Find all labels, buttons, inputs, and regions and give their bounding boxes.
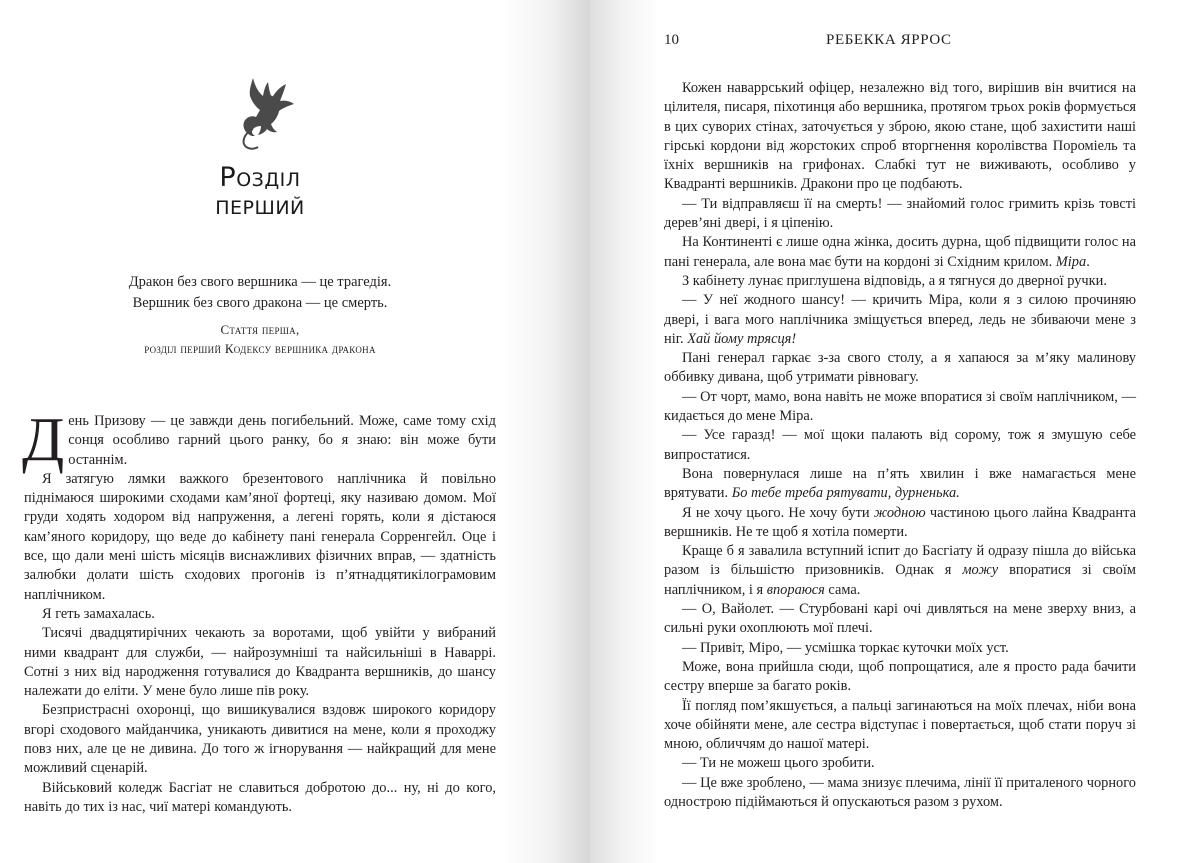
paragraph-text: Я не хочу цього. Не хочу бути: [682, 504, 870, 521]
chapter-title-line1: Розділ: [219, 162, 301, 193]
gutter-shadow: [590, 0, 660, 863]
dragon-icon: [222, 74, 298, 152]
paragraph-text: Краще б я завалила вступний іспит до Басгіату й одразу пішла до війська разом із більшістю призовників. Однак я: [664, 543, 1136, 579]
chapter-title-line2: перший: [215, 190, 305, 221]
paragraph: Може, вона прийшла сюди, щоб попрощатися, але я просто рада бачити сестру вперше за багато років.: [664, 658, 1136, 695]
paragraph: — От чорт, мамо, вона навіть не може впоратися зі своїм наплічником, — кидається до мене Міра.: [664, 388, 1136, 425]
paragraph: Безпристрасні охоронці, що вишикувалися вздовж широкого коридору вгорі сходового майданчика, уникають дивитися на мене, коли я проходжу повз них, але це не дивина. До того ж ігнорування — найкращий для мене можливий сценарій.: [24, 702, 496, 777]
emphasis-text: впораюся: [766, 581, 825, 598]
paragraph: — Ти відправляєш її на смерть! — знайомий голос гримить крізь товсті дерев’яні двері, і я ціпенію.: [664, 195, 1136, 232]
paragraph-text: На Континенті є лише одна жінка, досить дурна, щоб підвищити голос на пані генерала, але вона має бути на кордоні зі Східним крилом.: [664, 234, 1136, 270]
epigraph-line: Дракон без свого вершника — це трагедія.: [128, 274, 392, 290]
paragraph: [664, 291, 1136, 349]
gutter-shadow: [500, 0, 590, 863]
page-number: 10: [664, 32, 679, 48]
paragraph: — Привіт, Міро, — усмішка торкає куточки моїх уст.: [682, 639, 1009, 656]
paragraph: — Усе гаразд! — мої щоки палають від сорому, тож я змушую себе випростатися.: [664, 427, 1136, 463]
epigraph: [60, 272, 460, 314]
drop-cap: Д: [22, 406, 65, 474]
paragraph: Її погляд пом’якшується, а пальці загинаються на моїх плечах, ніби вона хоче обійняти мене, але сестра відступає і повертається, щоб стати поруч зі мною, обличчям до нашої матері.: [664, 697, 1136, 753]
paragraph-text: .: [1086, 253, 1090, 270]
chapter-body-text: [664, 79, 1136, 812]
paragraph: — Ти не можеш цього зробити.: [682, 755, 875, 772]
emphasis-text: Міра: [1055, 253, 1087, 270]
emphasis-text: Хай йому трясця!: [687, 330, 797, 347]
running-head-author: РЕБЕККА ЯРРОС: [826, 32, 952, 48]
emphasis-text: можу: [962, 562, 999, 579]
paragraph: Кожен наваррський офіцер, незалежно від того, вирішив він вчитися на цілителя, писаря, піхотинця або вершника, протягом трьох років формується в цих суворих стінах, заточується у зброю, якою стане, щоб захистити наші гірські кордони від жорстоких спроб вторгнення королівства Пороміель та їхніх вершників на грифонах. Слабкі тут не виживають, особливо у Квадранті вершників. Дракони про це подбають.: [664, 80, 1136, 193]
chapter-body-text: [22, 406, 496, 817]
paragraph: Тисячі двадцятирічних чекають за воротами, щоб увійти у вибраний ними квадрант для служби, — найрозумніші та найсильніші в Наваррі. Сотні з них від народження готувалися до Квадранта вершників, до шансу належати до еліти. У мене було лише пів року.: [24, 625, 496, 700]
paragraph: [22, 406, 496, 474]
left-page: [0, 0, 590, 863]
paragraph-text: частиною цього лайна Квадранта вершників. Не те щоб я хотіла померти.: [664, 504, 1136, 540]
emphasis-text: Бо тебе треба рятувати, дурненька.: [731, 485, 960, 502]
paragraph: [664, 542, 1136, 600]
paragraph-text: сама.: [828, 581, 861, 598]
epigraph-source-line: розділ перший Кодексу вершника дракона: [144, 341, 376, 356]
paragraph: Військовий коледж Басгіат не славиться добротою до... ну, ні до кого, навіть до тих із нас, чиї матері командують.: [24, 779, 496, 815]
paragraph: [664, 233, 1136, 272]
emphasis-text: жодною: [873, 504, 926, 521]
paragraph: З кабінету лунає приглушена відповідь, а я тягнуся до дверної ручки.: [682, 272, 1107, 289]
paragraph: Я геть замахалась.: [42, 605, 155, 622]
paragraph: [664, 504, 1136, 543]
paragraph: Пані генерал гаркає з-за свого столу, а я хапаюся за м’яку малинову оббивку дивана, щоб утримати рівновагу.: [664, 350, 1136, 386]
paragraph: Я затягую лямки важкого брезентового наплічника й повільно піднімаюся широкими сходами кам’яної фортеці, яку називаю домом. Мої груди ходять ходором від напруження, а легені горять, коли я дістаюся кам’яного коридору, що веде до кабінету пані генерала Сорренгейл. Оце і все, що дали мені шість місяців виснажливих фізичних вправ, — здатність залюбки долати шість сходових прогонів із п’ятнадцятикілограмовим наплічником.: [24, 470, 496, 603]
paragraph: — О, Вайолет. — Стурбовані карі очі дивляться на мене зверху вниз, а сильні руки охоплюють мої плечі.: [664, 601, 1136, 637]
paragraph-text: Вона повернулася лише на п’ять хвилин і вже намагається мене врятувати.: [664, 465, 1136, 502]
right-page: [590, 0, 1193, 863]
epigraph-source: [60, 320, 460, 358]
paragraph-text: ень Призову — це завжди день погибельний. Може, саме тому схід сонця особливо гарний цього ранку, бо я знаю: він може бути останнім.: [68, 413, 496, 468]
epigraph-line: Вершник без свого дракона — це смерть.: [132, 295, 388, 311]
epigraph-source-line: Стаття перша,: [220, 322, 300, 337]
paragraph-text: — У неї жодного шансу! — кричить Міра, коли я з силою прочиняю двері, і вага мого наплічника зміщується вперед, ледь не збиваючи мене з ніг.: [664, 292, 1136, 347]
paragraph: [664, 465, 1136, 504]
chapter-title: [160, 164, 360, 220]
paragraph-text: впоратися зі своїм наплічником, і я: [664, 562, 1136, 598]
paragraph: — Це вже зроблено, — мама знизує плечима, лінії її приталеного чорного однострою підіймаються й опускаються разом з рухом.: [664, 774, 1136, 810]
